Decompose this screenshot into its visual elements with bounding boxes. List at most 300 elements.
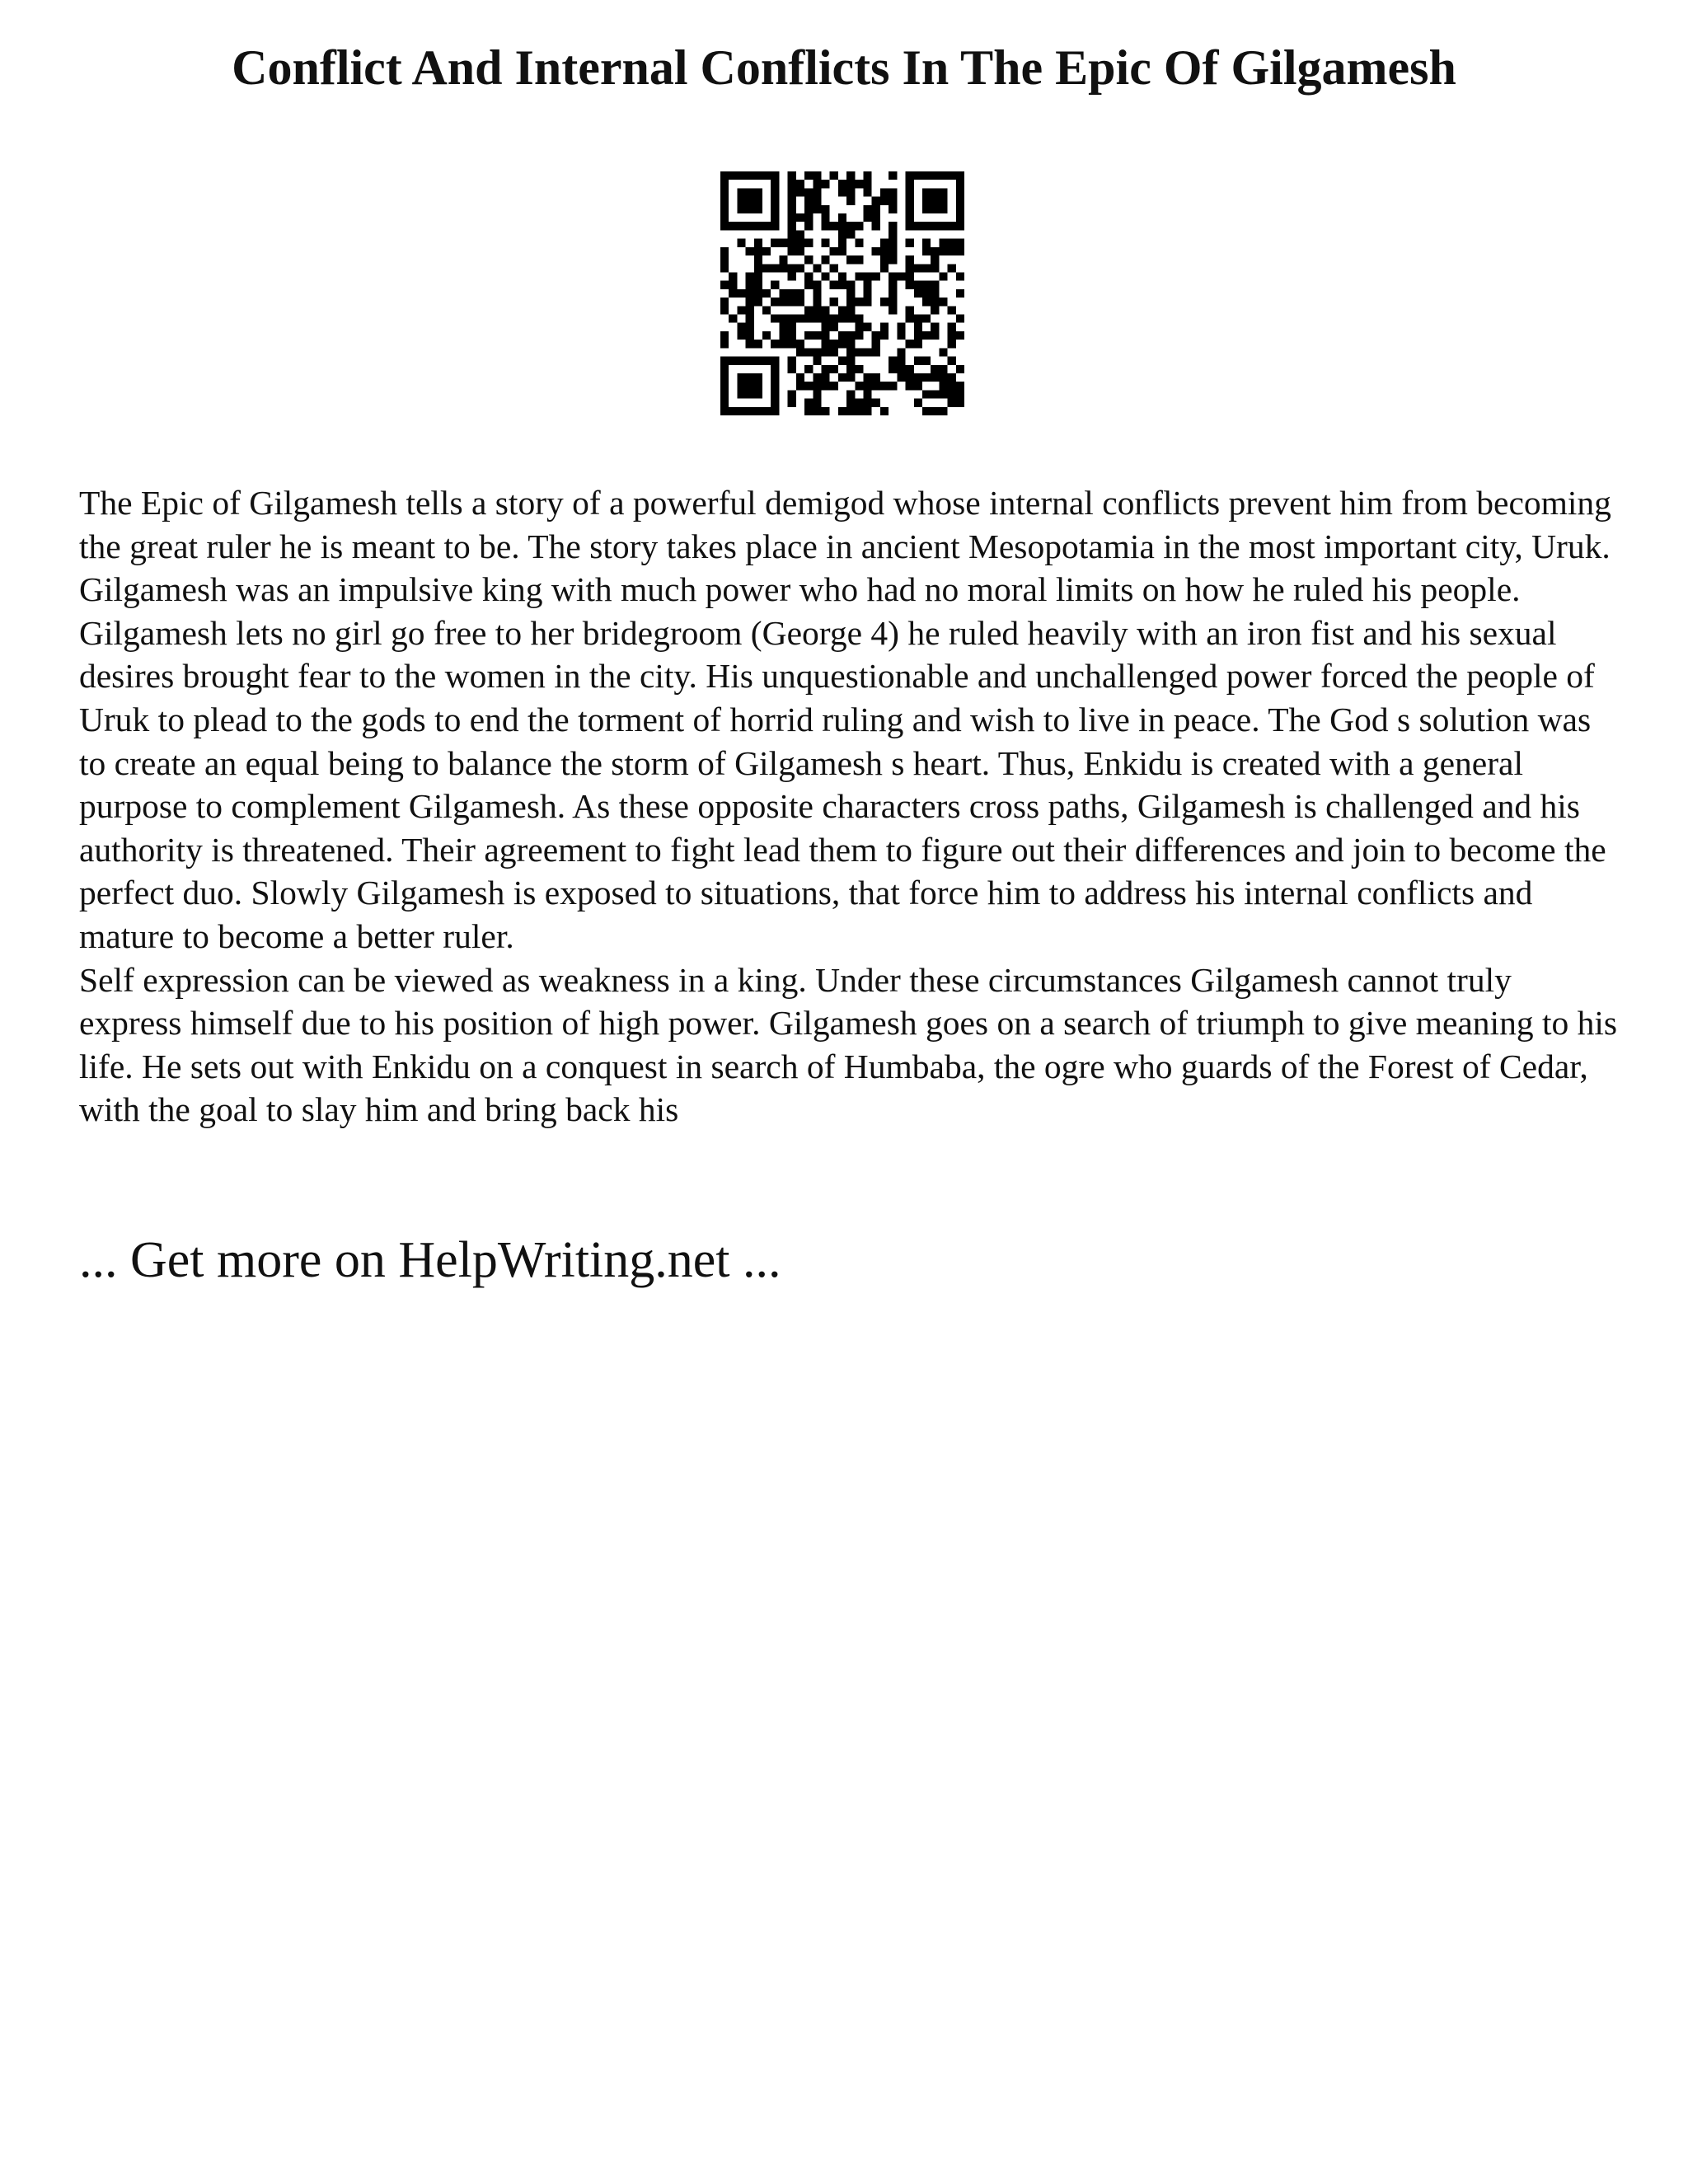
qr-module xyxy=(846,315,855,323)
qr-module xyxy=(931,365,939,373)
qr-module xyxy=(737,323,745,331)
qr-module xyxy=(796,180,804,188)
get-more-link[interactable]: ... Get more on HelpWriting.net ... xyxy=(79,1232,781,1288)
qr-module xyxy=(914,382,922,390)
qr-module xyxy=(889,382,897,390)
qr-module xyxy=(855,331,863,340)
qr-module xyxy=(771,357,779,365)
qr-module xyxy=(864,205,872,213)
qr-module xyxy=(889,188,897,196)
qr-module xyxy=(906,272,914,280)
qr-module xyxy=(872,340,880,348)
qr-module xyxy=(855,365,863,373)
qr-module xyxy=(754,272,762,280)
qr-module xyxy=(846,365,855,373)
qr-module xyxy=(754,222,762,230)
qr-module xyxy=(804,188,813,196)
qr-module xyxy=(771,205,779,213)
qr-module xyxy=(838,188,846,196)
qr-module xyxy=(931,323,939,331)
qr-module xyxy=(804,365,813,373)
qr-module xyxy=(830,247,838,255)
qr-module xyxy=(880,382,889,390)
qr-module xyxy=(830,382,838,390)
qr-module xyxy=(729,272,737,280)
qr-module xyxy=(813,315,821,323)
qr-module xyxy=(906,197,914,205)
qr-module xyxy=(804,205,813,213)
qr-module xyxy=(788,197,796,205)
qr-module xyxy=(931,407,939,415)
qr-module xyxy=(897,348,905,356)
qr-module xyxy=(948,373,956,382)
qr-module xyxy=(729,407,737,415)
qr-module xyxy=(922,247,931,255)
qr-module xyxy=(914,373,922,382)
qr-module xyxy=(948,390,956,398)
qr-module xyxy=(788,205,796,213)
qr-module xyxy=(762,357,771,365)
qr-module xyxy=(931,171,939,180)
qr-module xyxy=(720,382,729,390)
qr-module xyxy=(922,222,931,230)
qr-module xyxy=(754,357,762,365)
qr-module xyxy=(821,382,829,390)
qr-module xyxy=(737,197,745,205)
qr-module xyxy=(855,348,863,356)
qr-module xyxy=(821,222,829,230)
qr-module xyxy=(855,382,863,390)
paragraph-2: Self expression can be viewed as weakness in a king. Under these circumstances Gilgamesh cannot truly express himself due to his position of high power. Gilgamesh goes on a search of triumph to give meaning to his life. He sets out with Enkidu on a conquest in search of Humbaba, the ogre who guards of the Forest of Cedar, with the goal to slay him and bring back his xyxy=(79,960,1618,1129)
qr-module xyxy=(922,331,931,340)
qr-module xyxy=(914,399,922,407)
qr-module xyxy=(771,399,779,407)
qr-module xyxy=(906,382,914,390)
qr-module xyxy=(804,382,813,390)
qr-module xyxy=(788,390,796,398)
qr-module xyxy=(813,298,821,306)
qr-module xyxy=(821,255,829,264)
qr-module xyxy=(796,315,804,323)
qr-module xyxy=(771,365,779,373)
qr-module xyxy=(889,365,897,373)
qr-module xyxy=(872,382,880,390)
qr-module xyxy=(906,281,914,289)
qr-module xyxy=(821,213,829,222)
qr-module xyxy=(855,272,863,280)
qr-module xyxy=(754,407,762,415)
qr-module xyxy=(771,188,779,196)
qr-module xyxy=(720,205,729,213)
qr-module xyxy=(956,213,964,222)
qr-module xyxy=(897,373,905,382)
qr-module xyxy=(838,239,846,247)
qr-module xyxy=(737,306,745,314)
qr-module xyxy=(821,180,829,188)
qr-module xyxy=(956,197,964,205)
qr-module xyxy=(956,390,964,398)
qr-module xyxy=(880,197,889,205)
qr-module xyxy=(737,171,745,180)
qr-module xyxy=(864,298,872,306)
qr-module xyxy=(906,340,914,348)
qr-module xyxy=(796,239,804,247)
qr-module xyxy=(956,205,964,213)
qr-module xyxy=(804,399,813,407)
qr-module xyxy=(720,390,729,398)
qr-module xyxy=(889,205,897,213)
qr-module xyxy=(813,373,821,382)
qr-module xyxy=(754,382,762,390)
qr-module xyxy=(838,180,846,188)
qr-module xyxy=(846,222,855,230)
qr-module xyxy=(754,373,762,382)
qr-module xyxy=(939,188,947,196)
qr-module xyxy=(720,180,729,188)
qr-module xyxy=(948,323,956,331)
qr-module xyxy=(746,188,754,196)
qr-module xyxy=(922,407,931,415)
qr-module xyxy=(889,289,897,298)
qr-module xyxy=(939,239,947,247)
qr-module xyxy=(813,205,821,213)
qr-module xyxy=(796,247,804,255)
qr-module xyxy=(779,331,787,340)
qr-module xyxy=(846,230,855,238)
qr-module xyxy=(846,281,855,289)
qr-module xyxy=(889,357,897,365)
qr-module xyxy=(804,331,813,340)
qr-module xyxy=(838,306,846,314)
qr-module xyxy=(813,197,821,205)
qr-module xyxy=(872,205,880,213)
qr-module xyxy=(788,264,796,272)
qr-module xyxy=(813,289,821,298)
qr-module xyxy=(788,340,796,348)
qr-module xyxy=(889,197,897,205)
qr-module xyxy=(754,247,762,255)
qr-module xyxy=(813,348,821,356)
qr-module xyxy=(788,213,796,222)
qr-module xyxy=(788,171,796,180)
qr-module xyxy=(897,331,905,340)
qr-module xyxy=(720,171,729,180)
qr-module xyxy=(880,407,889,415)
qr-module xyxy=(729,315,737,323)
qr-module xyxy=(737,239,745,247)
qr-module xyxy=(762,289,771,298)
qr-module xyxy=(906,373,914,382)
qr-module xyxy=(914,331,922,340)
essay-body xyxy=(79,481,1620,1132)
qr-module xyxy=(754,239,762,247)
qr-module xyxy=(864,407,872,415)
qr-module xyxy=(956,247,964,255)
qr-module xyxy=(720,340,729,348)
qr-module xyxy=(922,373,931,382)
qr-module xyxy=(821,340,829,348)
qr-module xyxy=(880,323,889,331)
qr-module xyxy=(813,264,821,272)
qr-module xyxy=(846,197,855,205)
qr-module xyxy=(737,188,745,196)
qr-module xyxy=(720,255,729,264)
qr-module xyxy=(788,289,796,298)
page-title: Conflict And Internal Conflicts In The Epic Of Gilgamesh xyxy=(232,40,1456,95)
qr-module xyxy=(846,289,855,298)
qr-module xyxy=(729,281,737,289)
qr-module xyxy=(729,357,737,365)
qr-module xyxy=(720,365,729,373)
qr-module xyxy=(821,323,829,331)
qr-module xyxy=(821,272,829,280)
qr-module xyxy=(771,213,779,222)
qr-module xyxy=(746,306,754,314)
qr-module xyxy=(771,407,779,415)
qr-module xyxy=(846,373,855,382)
qr-module xyxy=(906,213,914,222)
qr-module xyxy=(830,323,838,331)
qr-module xyxy=(956,272,964,280)
qr-module xyxy=(771,382,779,390)
qr-module xyxy=(939,382,947,390)
qr-module xyxy=(922,390,931,398)
qr-module xyxy=(821,348,829,356)
qr-module xyxy=(720,281,729,289)
qr-module xyxy=(729,222,737,230)
qr-module xyxy=(889,306,897,314)
qr-module xyxy=(855,180,863,188)
qr-module xyxy=(804,171,813,180)
qr-module xyxy=(746,171,754,180)
qr-module xyxy=(830,315,838,323)
qr-module xyxy=(804,407,813,415)
qr-module xyxy=(855,298,863,306)
qr-module xyxy=(788,365,796,373)
qr-module xyxy=(796,289,804,298)
qr-module xyxy=(746,281,754,289)
qr-module xyxy=(906,180,914,188)
qr-module xyxy=(796,213,804,222)
qr-module xyxy=(855,323,863,331)
qr-module xyxy=(846,331,855,340)
qr-module xyxy=(922,264,931,272)
qr-module xyxy=(720,407,729,415)
qr-module xyxy=(804,213,813,222)
qr-module xyxy=(922,239,931,247)
qr-module xyxy=(804,348,813,356)
qr-module xyxy=(804,255,813,264)
qr-module xyxy=(939,205,947,213)
qr-module xyxy=(788,399,796,407)
qr-module xyxy=(956,222,964,230)
qr-module xyxy=(931,298,939,306)
qr-module xyxy=(813,188,821,196)
qr-module xyxy=(948,399,956,407)
qr-module xyxy=(880,331,889,340)
qr-module xyxy=(779,315,787,323)
qr-module xyxy=(813,357,821,365)
qr-module xyxy=(906,315,914,323)
qr-module xyxy=(762,247,771,255)
qr-module xyxy=(956,239,964,247)
qr-module xyxy=(737,357,745,365)
qr-module xyxy=(771,390,779,398)
qr-module xyxy=(821,373,829,382)
qr-module xyxy=(796,230,804,238)
qr-module xyxy=(889,281,897,289)
qr-module xyxy=(720,331,729,340)
qr-module xyxy=(864,390,872,398)
qr-module xyxy=(939,171,947,180)
qr-module xyxy=(796,373,804,382)
qr-module xyxy=(779,323,787,331)
qr-module xyxy=(838,247,846,255)
qr-module xyxy=(956,315,964,323)
qr-module xyxy=(931,289,939,298)
qr-module xyxy=(746,289,754,298)
qr-module xyxy=(754,340,762,348)
qr-module xyxy=(813,171,821,180)
qr-module xyxy=(922,298,931,306)
qr-module xyxy=(864,323,872,331)
qr-module xyxy=(779,239,787,247)
qr-module xyxy=(948,264,956,272)
qr-module xyxy=(746,205,754,213)
qr-module xyxy=(914,281,922,289)
qr-module xyxy=(788,298,796,306)
qr-module xyxy=(821,306,829,314)
qr-module xyxy=(846,298,855,306)
qr-module xyxy=(880,255,889,264)
qr-module xyxy=(771,298,779,306)
qr-module xyxy=(796,340,804,348)
qr-module xyxy=(804,239,813,247)
qr-module xyxy=(720,188,729,196)
qr-module xyxy=(872,272,880,280)
qr-module xyxy=(804,197,813,205)
qr-module xyxy=(855,239,863,247)
qr-module xyxy=(771,180,779,188)
qr-module xyxy=(771,197,779,205)
qr-module xyxy=(956,399,964,407)
qr-module xyxy=(939,365,947,373)
qr-module xyxy=(788,323,796,331)
qr-module xyxy=(931,222,939,230)
qr-module xyxy=(821,315,829,323)
qr-module xyxy=(821,239,829,247)
qr-module xyxy=(737,373,745,382)
qr-module xyxy=(779,255,787,264)
qr-module xyxy=(948,247,956,255)
qr-module xyxy=(788,188,796,196)
qr-module xyxy=(846,306,855,314)
qr-module xyxy=(872,247,880,255)
qr-module xyxy=(939,222,947,230)
qr-module xyxy=(788,315,796,323)
qr-module xyxy=(788,222,796,230)
qr-module xyxy=(838,272,846,280)
qr-module xyxy=(746,382,754,390)
qr-module xyxy=(754,281,762,289)
qr-module xyxy=(906,222,914,230)
qr-module xyxy=(948,239,956,247)
qr-module xyxy=(830,281,838,289)
qr-module xyxy=(813,331,821,340)
qr-module xyxy=(906,365,914,373)
qr-module xyxy=(754,197,762,205)
qr-module xyxy=(872,331,880,340)
qr-module xyxy=(804,281,813,289)
qr-module xyxy=(956,171,964,180)
qr-module xyxy=(948,382,956,390)
qr-module xyxy=(872,399,880,407)
qr-module xyxy=(889,239,897,247)
qr-module xyxy=(939,373,947,382)
qr-module xyxy=(804,222,813,230)
qr-module xyxy=(846,340,855,348)
qr-module xyxy=(956,382,964,390)
qr-module xyxy=(813,180,821,188)
qr-module xyxy=(838,222,846,230)
qr-module xyxy=(931,331,939,340)
qr-module xyxy=(906,255,914,264)
qr-module xyxy=(922,171,931,180)
qr-module xyxy=(864,272,872,280)
qr-module xyxy=(872,348,880,356)
qr-module xyxy=(922,315,931,323)
qr-module xyxy=(796,188,804,196)
qr-module xyxy=(880,298,889,306)
qr-module xyxy=(762,306,771,314)
qr-module xyxy=(864,348,872,356)
qr-module xyxy=(939,197,947,205)
qr-module xyxy=(897,272,905,280)
qr-module xyxy=(746,390,754,398)
qr-module xyxy=(931,205,939,213)
qr-module xyxy=(737,222,745,230)
qr-module xyxy=(948,357,956,365)
qr-module xyxy=(846,407,855,415)
qr-module xyxy=(813,306,821,314)
qr-module xyxy=(864,188,872,196)
qr-module xyxy=(846,390,855,398)
qr-module xyxy=(864,180,872,188)
qr-module xyxy=(746,407,754,415)
qr-module xyxy=(889,247,897,255)
qr-module xyxy=(771,239,779,247)
qr-module xyxy=(754,205,762,213)
qr-module xyxy=(779,264,787,272)
qr-module xyxy=(948,340,956,348)
qr-module xyxy=(855,407,863,415)
qr-module xyxy=(872,213,880,222)
qr-module xyxy=(771,264,779,272)
qr-module xyxy=(922,289,931,298)
qr-module xyxy=(914,340,922,348)
qr-module xyxy=(754,188,762,196)
qr-module xyxy=(771,281,779,289)
qr-code-icon xyxy=(720,171,964,415)
qr-module xyxy=(914,315,922,323)
qr-module xyxy=(737,382,745,390)
qr-module xyxy=(830,365,838,373)
qr-module xyxy=(864,373,872,382)
qr-module xyxy=(931,264,939,272)
qr-module xyxy=(914,357,922,365)
qr-module xyxy=(720,298,729,306)
qr-module xyxy=(813,281,821,289)
